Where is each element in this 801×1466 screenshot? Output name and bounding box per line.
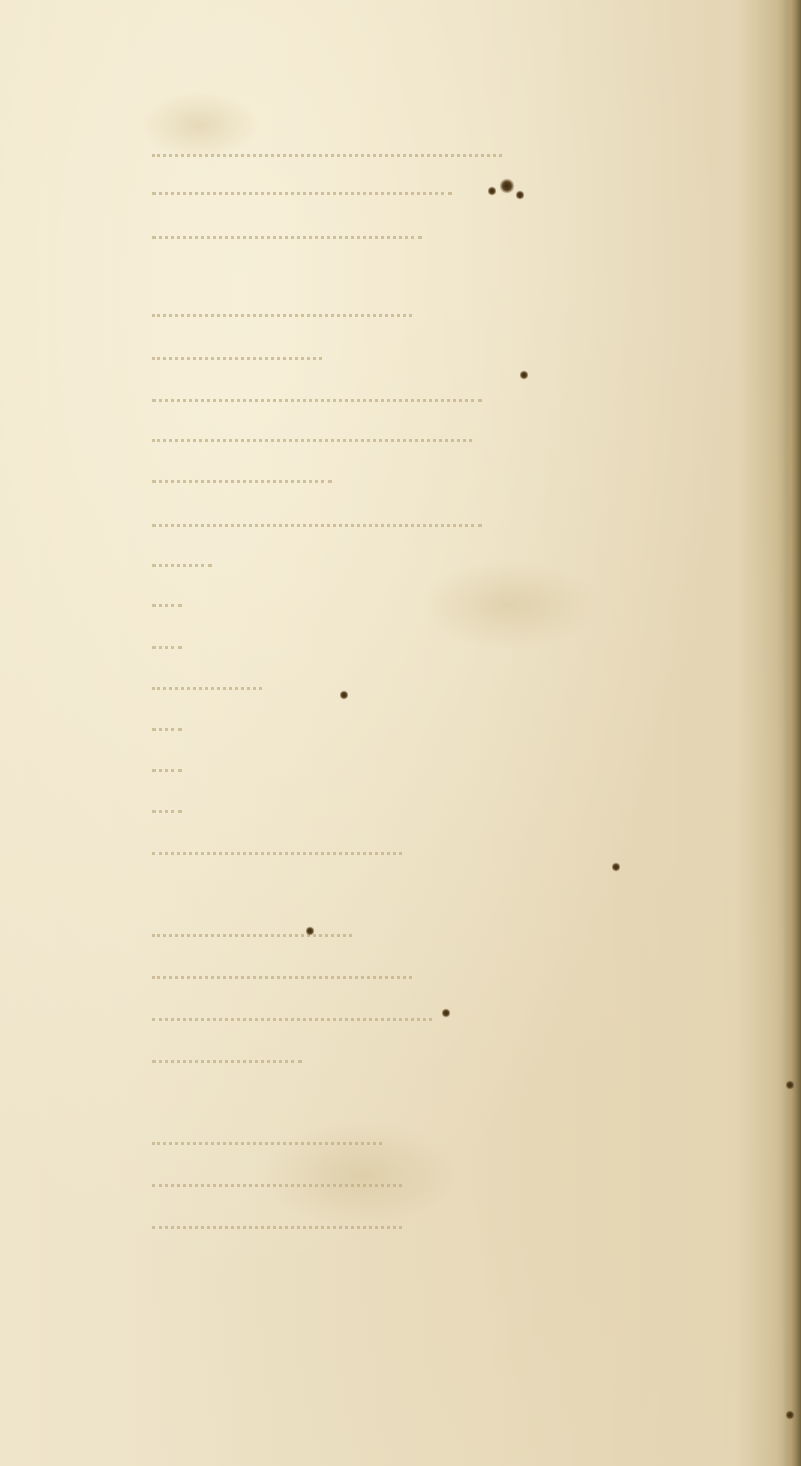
ink-blot: [786, 1080, 794, 1090]
leader-dots: [152, 232, 422, 239]
contents-row: [88, 714, 628, 738]
contents-row: [88, 920, 628, 944]
contents-row: [88, 590, 628, 614]
leader-dots: [152, 765, 182, 772]
contents-row: [88, 1212, 628, 1236]
leader-dots: [152, 310, 412, 317]
leader-dots: [152, 150, 502, 157]
contents-row: [88, 510, 628, 534]
ink-blot: [786, 1410, 794, 1420]
contents-row: [88, 222, 628, 246]
ink-blot: [612, 862, 620, 872]
ink-blot: [306, 926, 314, 936]
contents-row: [88, 632, 628, 656]
contents-row: [88, 466, 628, 490]
leader-dots: [152, 1056, 302, 1063]
leader-dots: [152, 353, 322, 360]
leader-dots: [152, 806, 182, 813]
leader-dots: [152, 520, 482, 527]
leader-dots: [152, 188, 452, 195]
ink-blot: [516, 190, 524, 200]
ink-blot: [488, 186, 496, 196]
contents-row: [88, 962, 628, 986]
contents-row: [88, 1004, 628, 1028]
contents-row: [88, 550, 628, 574]
leader-dots: [152, 848, 402, 855]
contents-row: [88, 1046, 628, 1070]
leader-dots: [152, 435, 472, 442]
leader-dots: [152, 930, 352, 937]
contents-row: [88, 673, 628, 697]
leader-dots: [152, 1014, 432, 1021]
ink-blot: [340, 690, 348, 700]
ink-blot: [442, 1008, 450, 1018]
leader-dots: [152, 972, 412, 979]
contents-row: [88, 755, 628, 779]
contents-row: [88, 425, 628, 449]
leader-dots: [152, 724, 182, 731]
ink-blot: [500, 178, 514, 194]
contents-row: [88, 140, 628, 164]
leader-dots: [152, 1138, 382, 1145]
contents-row: [88, 796, 628, 820]
contents-row: [88, 1170, 628, 1194]
leader-dots: [152, 395, 482, 402]
leader-dots: [152, 560, 212, 567]
contents-row: [88, 385, 628, 409]
leader-dots: [152, 683, 262, 690]
ink-blot: [520, 370, 528, 380]
leader-dots: [152, 1222, 402, 1229]
leader-dots: [152, 476, 332, 483]
leader-dots: [152, 642, 182, 649]
contents-row: [88, 178, 628, 202]
contents-row: [88, 300, 628, 324]
contents-row: [88, 1128, 628, 1152]
leader-dots: [152, 1180, 402, 1187]
contents-row: [88, 343, 628, 367]
leader-dots: [152, 600, 182, 607]
contents-row: [88, 838, 628, 862]
